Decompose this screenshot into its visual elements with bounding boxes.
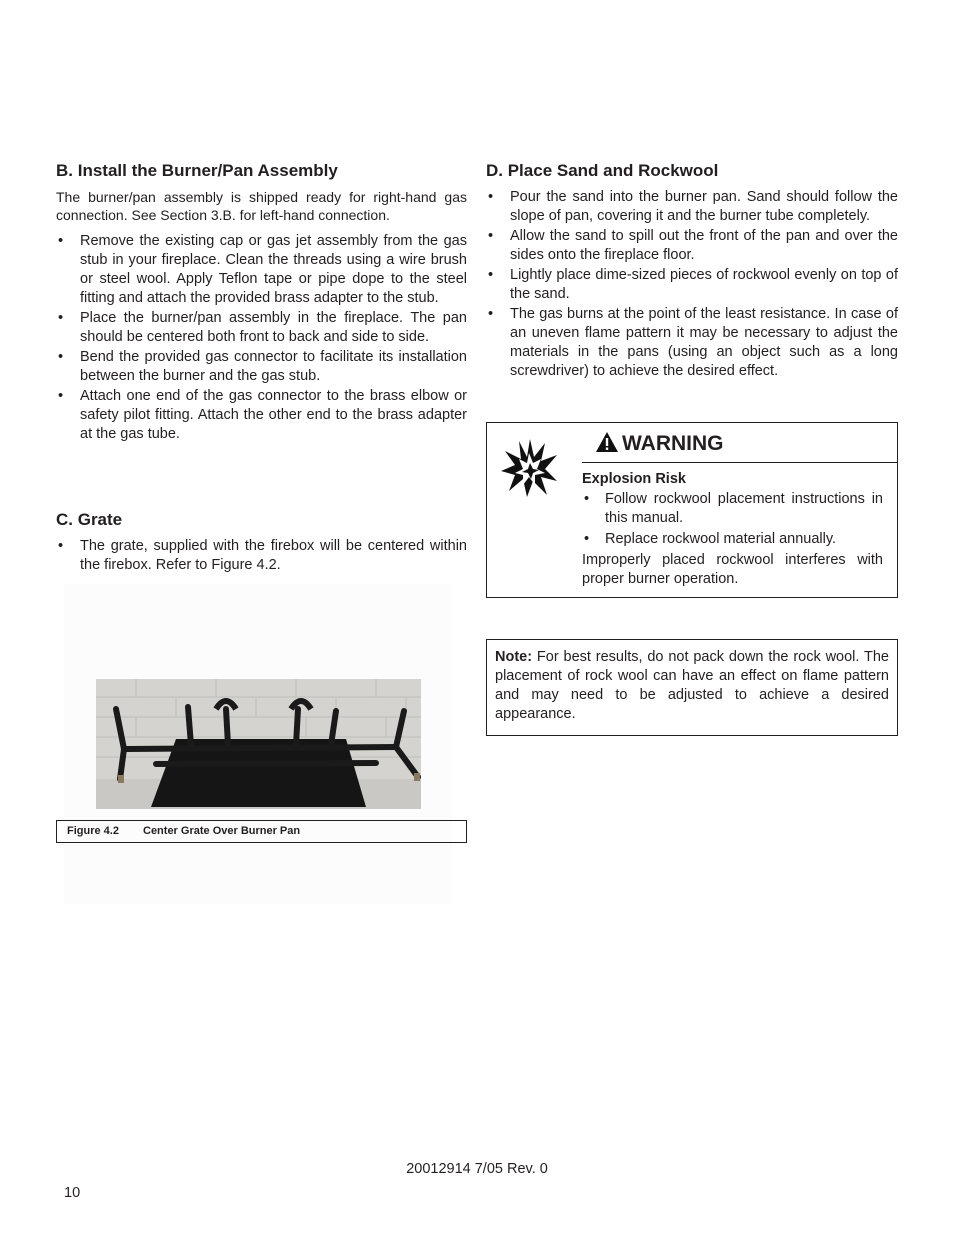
warning-subtitle: Explosion Risk xyxy=(582,471,686,487)
section-c xyxy=(56,509,467,576)
list-item: • The gas burns at the point of the least resistance. In case of an uneven flame pattern it may be necessary to adjust the materials in the pans (using an object such as a long screwdriver) to achieve the desired effect. xyxy=(486,305,898,381)
warning-title: WARNING xyxy=(622,432,724,455)
list-item: • Lightly place dime-sized pieces of rockwool evenly on top of the sand. xyxy=(486,266,898,304)
list-item: • Pour the sand into the burner pan. Sand should follow the slope of pan, covering it and the burner tube completely. xyxy=(486,188,898,226)
figure-caption-text: Center Grate Over Burner Pan xyxy=(143,825,301,837)
warning-header xyxy=(582,423,897,463)
left-column xyxy=(56,160,467,445)
section-b-intro: The burner/pan assembly is shipped ready for right-hand gas connection. See Section 3.B. for left-hand connection. xyxy=(56,189,467,223)
right-column xyxy=(486,160,898,382)
list-item: • The grate, supplied with the firebox will be centered within the firebox. Refer to Figure 4.2. xyxy=(56,537,467,575)
page-number: 10 xyxy=(64,1185,81,1201)
warning-body xyxy=(582,470,883,589)
section-b-list xyxy=(56,232,467,444)
explosion-icon xyxy=(501,437,559,504)
list-item: • Follow rockwool placement instructions in this manual. xyxy=(582,490,883,528)
warning-text: Improperly placed rockwool interferes with proper burner operation. xyxy=(582,552,883,587)
section-c-list xyxy=(56,537,467,575)
list-item: • Remove the existing cap or gas jet assembly from the gas stub in your fireplace. Clean the threads using a wire brush or steel wool. Apply Teflon tape or pipe dope to the steel fitting and attach the provided brass adapter to the stub. xyxy=(56,232,467,308)
section-d-list xyxy=(486,188,898,381)
section-b-heading: B. Install the Burner/Pan Assembly xyxy=(56,161,338,180)
note-text: For best results, do not pack down the rock wool. The placement of rock wool can have an effect on flame pattern and may need to be adjusted to achieve a desired appearance. xyxy=(495,649,889,722)
list-item: • Replace rockwool material annually. xyxy=(582,530,883,549)
warning-box xyxy=(486,422,898,598)
list-item: • Allow the sand to spill out the front of the pan and over the sides onto the fireplace floor. xyxy=(486,227,898,265)
warning-list xyxy=(582,490,883,549)
list-item: • Attach one end of the gas connector to the brass elbow or safety pilot fitting. Attach the other end to the brass adapter at the gas tube. xyxy=(56,387,467,444)
note-label: Note: xyxy=(495,649,533,665)
section-c-heading: C. Grate xyxy=(56,510,123,529)
section-d-heading: D. Place Sand and Rockwool xyxy=(486,161,719,180)
list-item: • Bend the provided gas connector to facilitate its installation between the burner and the gas stub. xyxy=(56,348,467,386)
document-code: 20012914 7/05 Rev. 0 xyxy=(406,1161,548,1177)
figure-caption xyxy=(56,820,467,843)
warning-triangle-icon xyxy=(596,432,618,452)
list-item: • Place the burner/pan assembly in the fireplace. The pan should be centered both front to back and side to side. xyxy=(56,309,467,347)
grate-photo xyxy=(96,679,421,809)
note-box xyxy=(486,639,898,736)
figure-number: Figure 4.2 xyxy=(67,825,119,837)
